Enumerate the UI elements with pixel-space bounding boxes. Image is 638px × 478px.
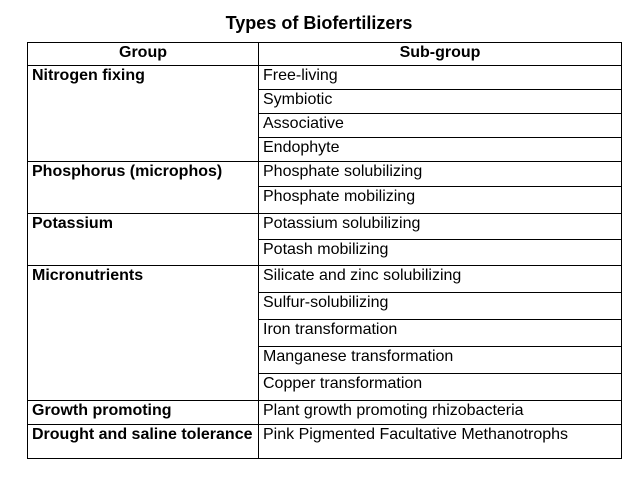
header-sub-group: Sub-group (259, 43, 622, 66)
group-cell: Drought and saline tolerance (28, 425, 259, 459)
table-row (28, 401, 622, 425)
subgroup-cell: Phosphate mobilizing (259, 187, 622, 214)
table-row (28, 214, 622, 240)
subgroup-cell: Symbiotic (259, 90, 622, 114)
biofertilizer-table (27, 42, 622, 459)
group-cell: Potassium (28, 214, 259, 266)
subgroup-cell: Free-living (259, 66, 622, 90)
group-cell: Phosphorus (microphos) (28, 162, 259, 214)
subgroup-cell: Sulfur-solubilizing (259, 293, 622, 320)
subgroup-cell: Silicate and zinc solubilizing (259, 266, 622, 293)
subgroup-cell: Endophyte (259, 138, 622, 162)
table-header-row (28, 43, 622, 66)
table-row (28, 162, 622, 187)
subgroup-cell: Copper transformation (259, 374, 622, 401)
subgroup-cell: Associative (259, 114, 622, 138)
table-row (28, 266, 622, 293)
subgroup-cell: Potassium solubilizing (259, 214, 622, 240)
subgroup-cell: Manganese transformation (259, 347, 622, 374)
subgroup-cell: Phosphate solubilizing (259, 162, 622, 187)
group-cell: Nitrogen fixing (28, 66, 259, 162)
table-row (28, 425, 622, 459)
subgroup-cell: Pink Pigmented Facultative Methanotrophs (259, 425, 622, 459)
header-group: Group (28, 43, 259, 66)
table-row (28, 66, 622, 90)
group-cell: Growth promoting (28, 401, 259, 425)
subgroup-cell: Iron transformation (259, 320, 622, 347)
group-cell: Micronutrients (28, 266, 259, 401)
page-title: Types of Biofertilizers (225, 13, 413, 33)
subgroup-cell: Potash mobilizing (259, 240, 622, 266)
subgroup-cell: Plant growth promoting rhizobacteria (259, 401, 622, 425)
